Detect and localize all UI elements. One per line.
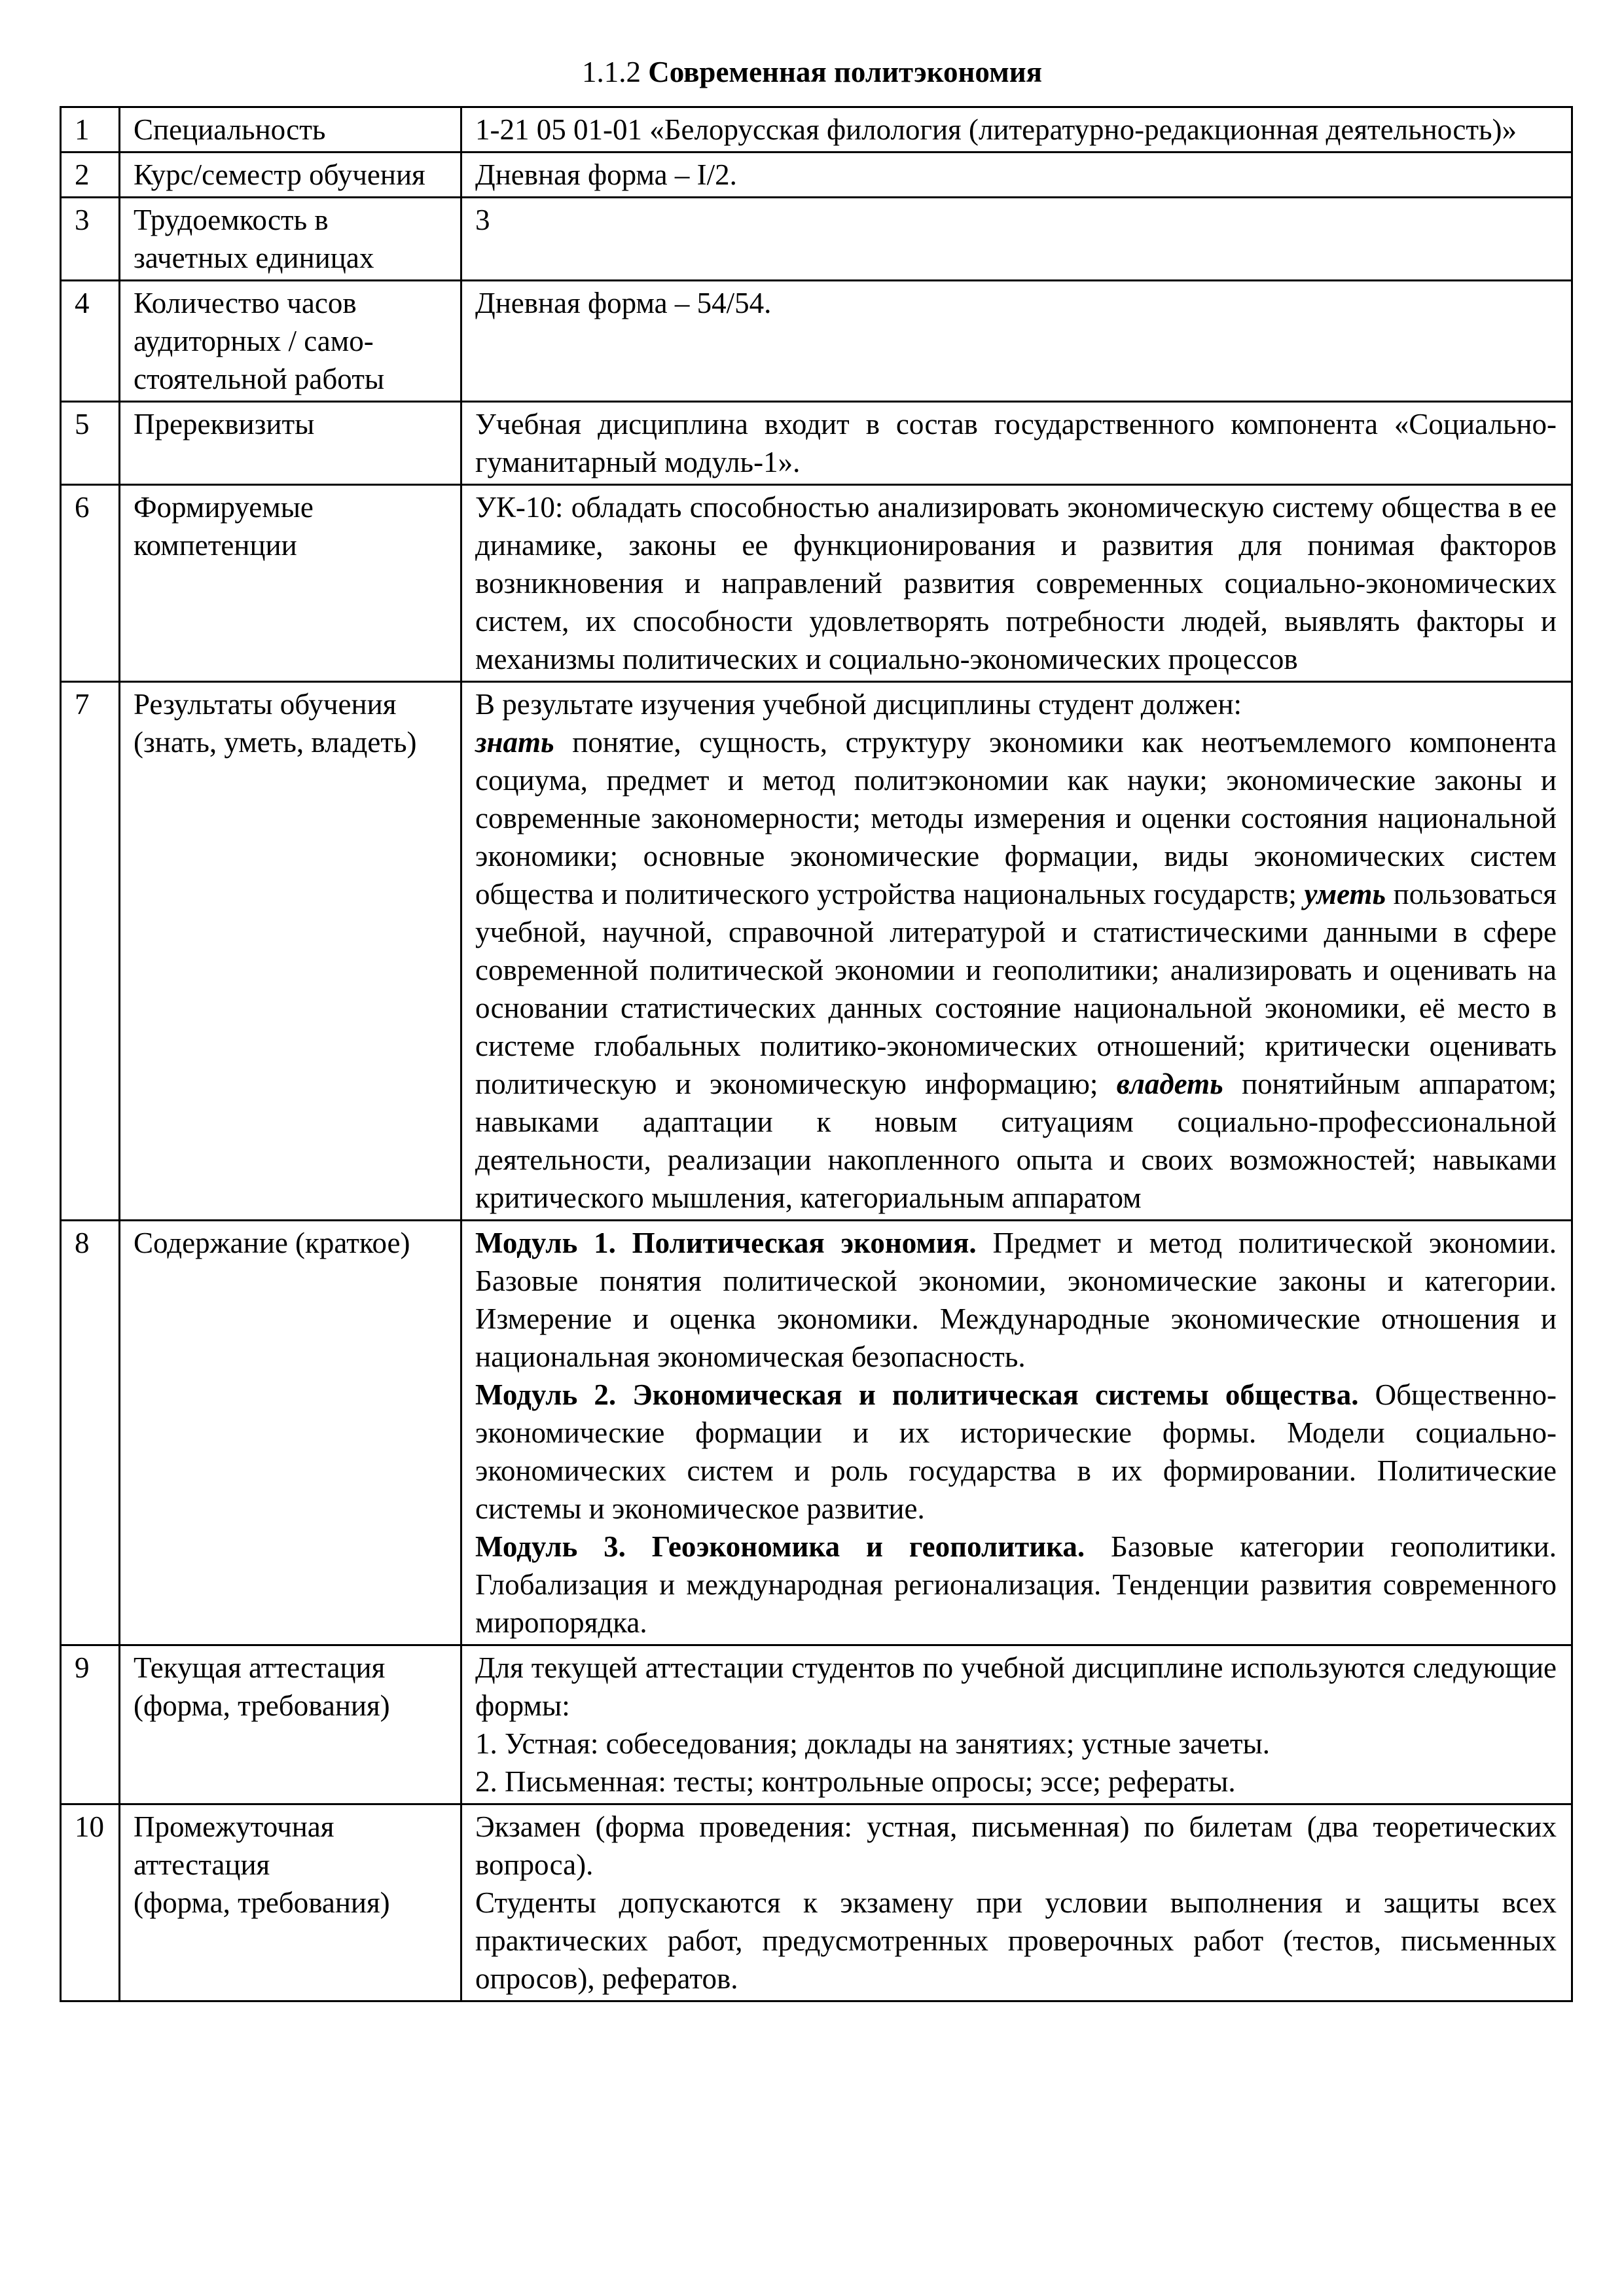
competencies-value: УК-10: обладать способностью анализировать экономическую систему общества в ее динамике, законы ее функционирования и развития для понимая факторов возникновения и направлений развития современных социально-экономических систем, их способности удовлетворять потребности людей, выявлять факторы и механизмы политических и социально-экономических процессов [475, 491, 1557, 675]
prerequisites-value: Учебная дисциплина входит в состав государственного компонента «Социально-гуманитарный модуль-1». [475, 408, 1557, 478]
row-number: 1 [61, 107, 120, 152]
row-value [461, 485, 1572, 682]
module-text: Базовые категории геополитики. Глобализация и международная регионализация. Тенденции развития современного миропорядка. [475, 1530, 1557, 1639]
row-value [461, 107, 1572, 152]
page-title [0, 52, 1624, 92]
row-label: Результаты обучения (знать, уметь, владеть) [120, 682, 461, 1221]
module-text: Общественно-экономические формации и их исторические формы. Модели социально-экономических систем и роль государства в их формировании. Политические системы и экономическое развитие. [475, 1378, 1557, 1525]
row-label: Курс/семестр обучения [120, 152, 461, 198]
assessment-item: 1. Устная: собеседования; доклады на занятиях; устные зачеты. [475, 1727, 1270, 1760]
own-text: понятийным аппаратом; навыками адаптации к новым ситуациям социально-профессиональной деятельности, реализации накопленного опыта и своих возможностей; навыками критического мышления, категориальным аппаратом [475, 1067, 1557, 1214]
table-row [61, 1645, 1572, 1804]
row-number: 6 [61, 485, 120, 682]
table-row [61, 682, 1572, 1221]
row-label: Специальность [120, 107, 461, 152]
row-label: Формируемые компетенции [120, 485, 461, 682]
row-value [461, 682, 1572, 1221]
row-label: Текущая аттестация (форма, требования) [120, 1645, 461, 1804]
module-heading: Модуль 3. Геоэкономика и геополитика. [475, 1530, 1085, 1563]
row-label [120, 1804, 461, 2001]
row-value [461, 152, 1572, 198]
specialty-value: 1-21 05 01-01 «Белорусская филология (литературно-редакционная деятельность)» [475, 113, 1517, 146]
course-semester-value: Дневная форма – I/2. [475, 158, 737, 191]
section-number: 1.1.2 [581, 56, 641, 88]
know-label: знать [475, 726, 554, 759]
row-label: Содержание (краткое) [120, 1221, 461, 1645]
row-label: Пререквизиты [120, 402, 461, 485]
row-value [461, 1221, 1572, 1645]
row-label-line: Промежуточная аттестация [134, 1810, 334, 1881]
table-row [61, 152, 1572, 198]
module-3 [475, 1528, 1557, 1641]
row-label: Количество часов аудиторных / самостоятельной работы [120, 281, 461, 402]
current-assessment-intro: Для текущей аттестации студентов по учебной дисциплине используются следующие формы: [475, 1651, 1557, 1722]
section-title: Современная политэкономия [648, 56, 1042, 88]
module-heading: Модуль 1. Политическая экономия. [475, 1227, 977, 1259]
table-row [61, 281, 1572, 402]
table-row [61, 485, 1572, 682]
table-row [61, 198, 1572, 281]
know-text: понятие, сущность, структуру экономики как неотъемлемого компонента социума, предмет и метод политэкономии как науки; экономические законы и современные закономерности; методы измерения и оценки состояния национальной экономики; основные экономические формации, виды экономических систем общества и политического устройства национальных государств; [475, 726, 1557, 910]
row-value [461, 281, 1572, 402]
module-text: Предмет и метод политической экономии. Базовые понятия политической экономии, экономические законы и категории. Измерение и оценка экономики. Международные экономические отношения и национальная экономическая безопасность. [475, 1227, 1557, 1373]
assessment-item: 2. Письменная: тесты; контрольные опросы; эссе; рефераты. [475, 1765, 1236, 1798]
row-label-line: (форма, требования) [134, 1886, 390, 1919]
module-heading: Модуль 2. Экономическая и политическая системы общества. [475, 1378, 1359, 1411]
own-label: владеть [1116, 1067, 1223, 1100]
table-row [61, 1221, 1572, 1645]
outcomes-intro: В результате изучения учебной дисциплины студент должен: [475, 688, 1242, 721]
row-value [461, 1645, 1572, 1804]
hours-value: Дневная форма – 54/54. [475, 287, 772, 319]
table-row [61, 1804, 1572, 2001]
row-number: 7 [61, 682, 120, 1221]
outcomes-text [475, 723, 1557, 1217]
credits-value: 3 [475, 204, 490, 236]
row-number: 9 [61, 1645, 120, 1804]
can-label: уметь [1304, 878, 1386, 910]
row-label: Трудоемкость в зачетных единицах [120, 198, 461, 281]
discipline-spec-table [60, 106, 1573, 2002]
table-row [61, 402, 1572, 485]
row-value [461, 198, 1572, 281]
row-number: 4 [61, 281, 120, 402]
row-number: 10 [61, 1804, 120, 2001]
row-number: 8 [61, 1221, 120, 1645]
table-row [61, 107, 1572, 152]
row-number: 5 [61, 402, 120, 485]
row-value [461, 1804, 1572, 2001]
exam-admission: Студенты допускаются к экзамену при условии выполнения и защиты всех практических работ, предусмотренных проверочных работ (тестов, письменных опросов), рефератов. [475, 1886, 1557, 1995]
row-value [461, 402, 1572, 485]
exam-format: Экзамен (форма проведения: устная, письменная) по билетам (два теоретических вопроса). [475, 1810, 1557, 1881]
row-number: 2 [61, 152, 120, 198]
can-text: пользоваться учебной, научной, справочной литературой и статистическими данными в сфере современной политической экономии и геополитики; анализировать и оценивать на основании статистических данных состояние национальной экономики, её место в системе глобальных политико-экономических отношений; критически оценивать политическую и экономическую информацию; [475, 878, 1557, 1100]
row-number: 3 [61, 198, 120, 281]
module-2 [475, 1376, 1557, 1528]
module-1 [475, 1224, 1557, 1376]
